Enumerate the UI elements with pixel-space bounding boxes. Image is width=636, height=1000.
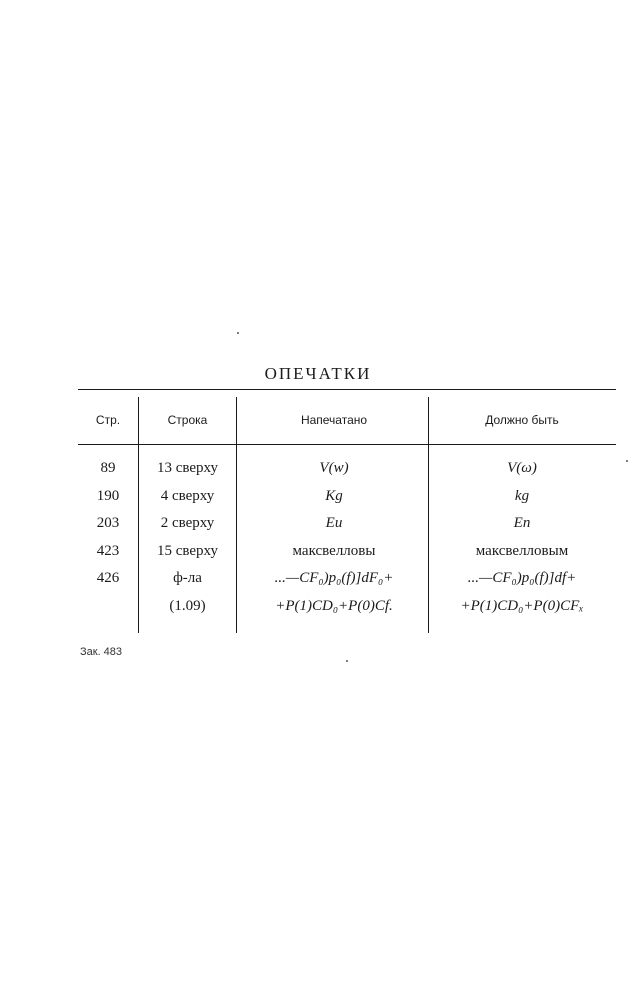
header-page: Стр. [95,413,121,427]
table-cell-printed: Kg [325,488,343,504]
table-cell-printed: Eu [325,515,343,531]
table-cell-should-be: ...—CF₀)p₀(f)]df+ [467,570,577,586]
table-top-rule [78,389,616,390]
column-divider [428,397,429,633]
table-cell-page: 203 [96,515,120,531]
table-cell-printed: V(w) [319,460,349,476]
table-cell-should-be: En [513,515,531,531]
header-line: Строка [167,413,208,427]
table-cell-printed: максвелловы [292,543,376,559]
order-number: Зак. 483 [80,646,123,658]
table-cell-line: 15 сверху [157,543,218,559]
table-cell-should-be: V(ω) [507,460,537,476]
table-cell-page: 423 [96,543,120,559]
table-cell-page: 426 [96,570,120,586]
table-cell-line: 2 сверху [160,515,215,531]
table-cell-page: 89 [100,460,116,476]
table-cell-page: 190 [96,488,120,504]
table-cell-printed: +P(1)CD₀+P(0)Cf. [275,598,393,614]
column-divider [138,397,139,633]
scan-speck [346,660,348,662]
scan-speck [626,460,628,462]
header-printed: Напечатано [300,413,368,427]
table-cell-should-be: максвелловым [475,543,569,559]
header-should-be: Должно быть [485,413,559,427]
table-cell-line: 4 сверху [160,488,215,504]
column-divider [236,397,237,633]
table-cell-should-be: kg [514,488,530,504]
scan-speck [237,332,239,334]
table-cell-printed: ...—CF₀)p₀(f)]dF₀+ [274,570,394,586]
table-cell-line: ф-ла [173,570,202,586]
table-cell-should-be: +P(1)CD₀+P(0)CFₓ [460,598,584,614]
page-title: ОПЕЧАТКИ [264,364,372,383]
table-cell-line: 13 сверху [157,460,218,476]
table-cell-line: (1.09) [169,598,206,614]
table-header-rule [78,444,616,445]
